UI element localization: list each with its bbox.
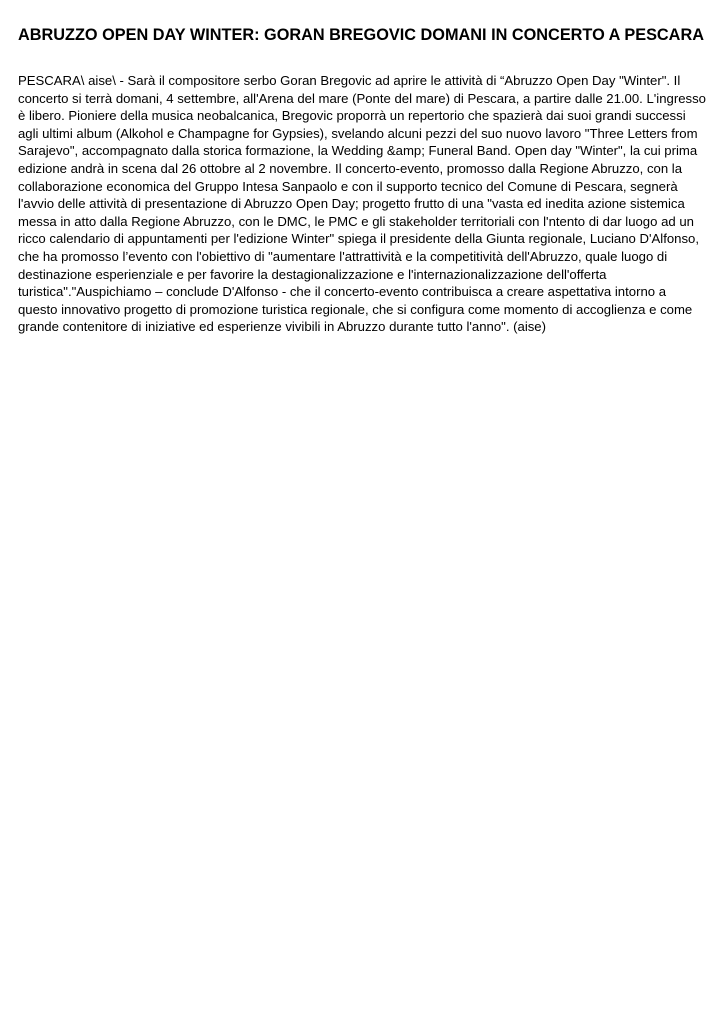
article-headline: ABRUZZO OPEN DAY WINTER: GORAN BREGOVIC DOMANI IN CONCERTO A PESCARA xyxy=(18,26,704,44)
article-body: PESCARA\ aise\ - Sarà il compositore serbo Goran Bregovic ad aprire le attività di “Abruzzo Open Day "Winter". Il concerto si terrà domani, 4 settembre, all'Arena del mare (Ponte del mare) di Pescara, a partire dalle 21.00. L'ingresso è libero. Pioniere della musica neobalcanica, Bregovic proporrà un repertorio che spazierà dai suoi grandi successi agli ultimi album (Alkohol e Champagne for Gypsies), svelando alcuni pezzi del suo nuovo lavoro "Three Letters from Sarajevo", accompagnato dalla storica formazione, la Wedding &amp; Funeral Band. Open day "Winter", la cui prima edizione andrà in scena dal 26 ottobre al 2 novembre. Il concerto-evento, promosso dalla Regione Abruzzo, con la collaborazione economica del Gruppo Intesa Sanpaolo e con il supporto tecnico del Comune di Pescara, segnerà l'avvio delle attività di presentazione di Abruzzo Open Day; progetto frutto di una "vasta ed inedita azione sistemica messa in atto dalla Regione Abruzzo, con le DMC, le PMC e gli stakeholder territoriali con l'ntento di dar luogo ad un ricco calendario di appuntamenti per l'edizione Winter" spiega il presidente della Giunta regionale, Luciano D'Alfonso, che ha promosso l’evento con l'obiettivo di "aumentare l'attrattività e la competitività dell'Abruzzo, quale luogo di destinazione esperienziale e per favorire la destagionalizzazione e l'internazionalizzazione dell'offerta turistica"."Auspichiamo – conclude D'Alfonso - che il concerto-evento contribuisca a creare aspettativa intorno a questo innovativo progetto di promozione turistica regionale, che si configura come momento di accoglienza e come grande contenitore di iniziative ed esperienze vivibili in Abruzzo durante tutto l'anno". (aise) xyxy=(18,73,706,335)
